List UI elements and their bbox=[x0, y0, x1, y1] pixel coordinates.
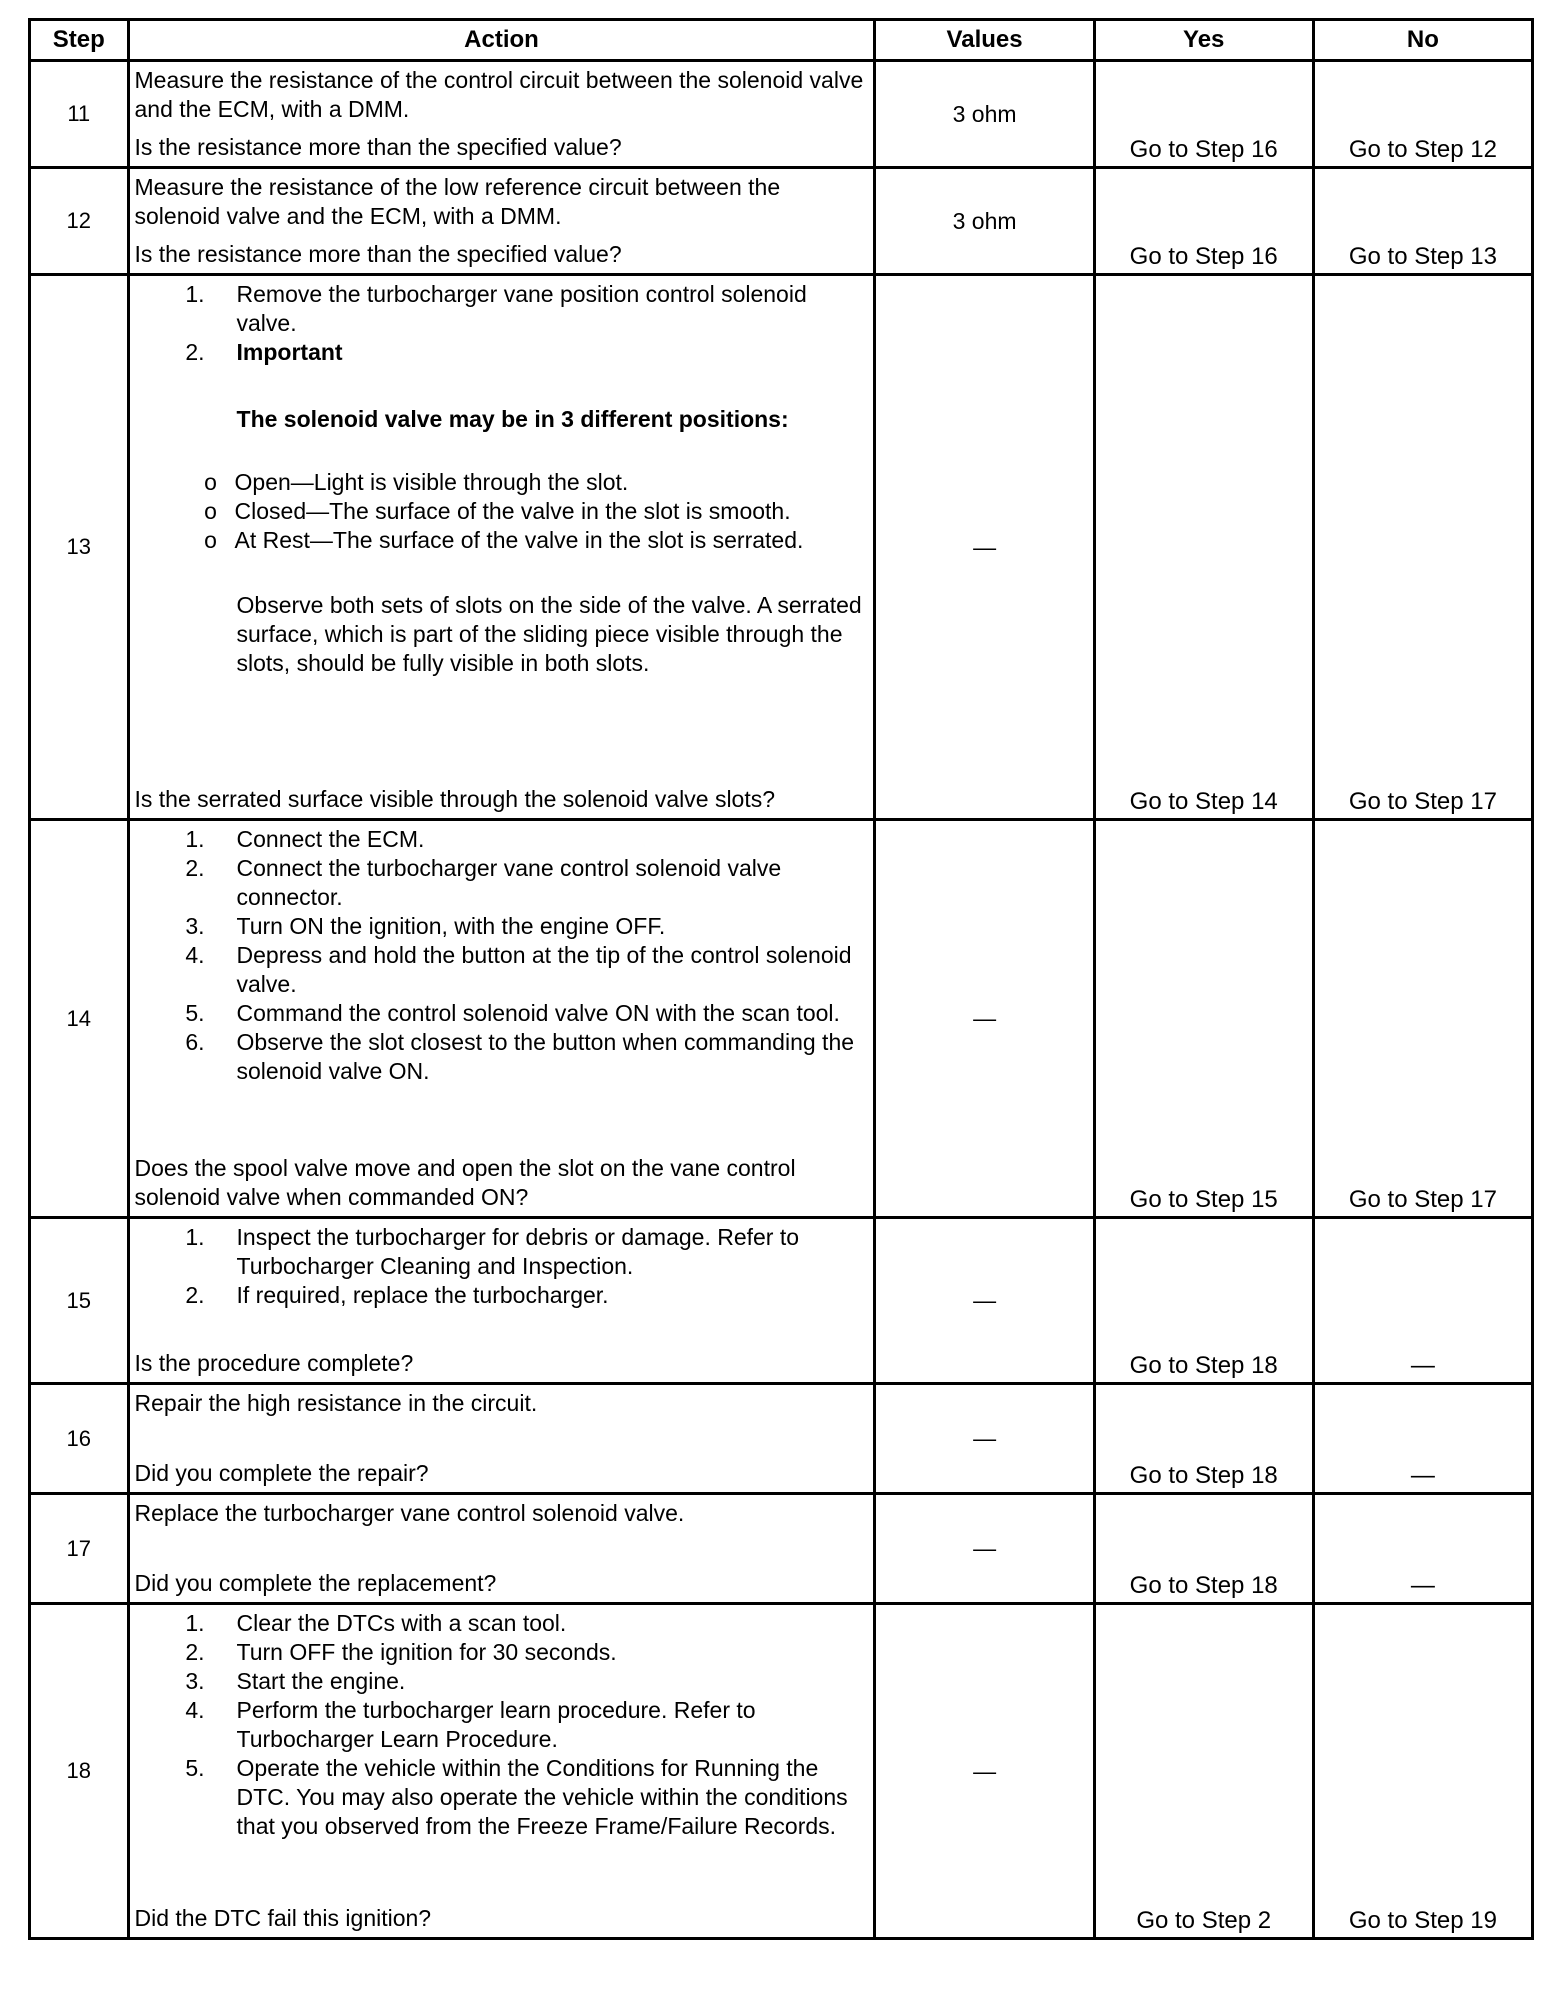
values-cell: — bbox=[875, 820, 1094, 1218]
table-row-step-15 bbox=[30, 1218, 1533, 1384]
action-question: Did the DTC fail this ignition? bbox=[134, 1905, 432, 1931]
values-cell: — bbox=[875, 1494, 1094, 1604]
action-cell bbox=[128, 1218, 875, 1384]
list-item: o Closed—The surface of the valve in the slot is smooth. bbox=[135, 497, 868, 526]
yes-cell: Go to Step 18 bbox=[1094, 1384, 1313, 1494]
action-question: Is the resistance more than the specified value? bbox=[134, 134, 622, 160]
no-cell: Go to Step 17 bbox=[1313, 820, 1532, 1218]
list-item: 3. Start the engine. bbox=[185, 1668, 406, 1694]
list-item: 5. Operate the vehicle within the Conditions for Running the DTC. You may also operate the vehicle within the conditions that you observed from the Freeze Frame/Failure Records. bbox=[185, 1755, 848, 1839]
yes-cell: Go to Step 15 bbox=[1094, 820, 1313, 1218]
list-item: 3. Turn ON the ignition, with the engine OFF. bbox=[185, 913, 666, 939]
no-cell: — bbox=[1313, 1384, 1532, 1494]
yes-cell: Go to Step 18 bbox=[1094, 1218, 1313, 1384]
list-item: 2. Important The solenoid valve may be in 3 different positions: o Open—Light is visible through the slot. o Closed—The surface of the valve in the slot is smooth. o At Rest—The surface of the valve in the slot is serrated. Observe both sets of slots on the side of the valve. A serrated surface, which is part of the sliding piece visible through the slots, should be fully visible in both slots. bbox=[135, 338, 868, 678]
no-cell: Go to Step 19 bbox=[1313, 1604, 1532, 1939]
diagnostic-table-page bbox=[28, 18, 1534, 1940]
table-row-step-17 bbox=[30, 1494, 1533, 1604]
positions-list bbox=[135, 468, 868, 555]
action-text: Replace the turbocharger vane control solenoid valve. bbox=[134, 1500, 685, 1526]
header-step: Step bbox=[30, 20, 129, 61]
action-cell bbox=[128, 275, 875, 820]
important-heading: The solenoid valve may be in 3 different positions: bbox=[236, 406, 789, 432]
list-item: 2. Turn OFF the ignition for 30 seconds. bbox=[185, 1639, 617, 1665]
step-number: 16 bbox=[30, 1384, 129, 1494]
list-item: 6. Observe the slot closest to the button when commanding the solenoid valve ON. bbox=[185, 1029, 855, 1084]
yes-cell: Go to Step 16 bbox=[1094, 168, 1313, 275]
action-text: Repair the high resistance in the circuit. bbox=[134, 1390, 538, 1416]
step-number: 12 bbox=[30, 168, 129, 275]
action-question: Is the procedure complete? bbox=[134, 1350, 414, 1376]
header-row bbox=[30, 20, 1533, 61]
no-cell: — bbox=[1313, 1494, 1532, 1604]
list-item: 4. Perform the turbocharger learn procedure. Refer to Turbocharger Learn Procedure. bbox=[185, 1697, 756, 1752]
action-cell bbox=[128, 820, 875, 1218]
header-action: Action bbox=[128, 20, 875, 61]
yes-cell: Go to Step 14 bbox=[1094, 275, 1313, 820]
numbered-list bbox=[135, 1609, 868, 1841]
table-row-step-12 bbox=[30, 168, 1533, 275]
yes-cell: Go to Step 2 bbox=[1094, 1604, 1313, 1939]
table-row-step-18 bbox=[30, 1604, 1533, 1939]
list-item: 2. Connect the turbocharger vane control solenoid valve connector. bbox=[185, 855, 782, 910]
list-item: 2. If required, replace the turbocharger. bbox=[185, 1282, 609, 1308]
step-number: 18 bbox=[30, 1604, 129, 1939]
values-cell: 3 ohm bbox=[875, 168, 1094, 275]
list-item: 1. Remove the turbocharger vane position control solenoid valve. bbox=[185, 281, 807, 336]
no-cell: Go to Step 12 bbox=[1313, 61, 1532, 168]
step-number: 11 bbox=[30, 61, 129, 168]
step-number: 17 bbox=[30, 1494, 129, 1604]
action-question: Does the spool valve move and open the slot on the vane control solenoid valve when commanded ON? bbox=[134, 1155, 796, 1210]
step-number: 14 bbox=[30, 820, 129, 1218]
values-cell: — bbox=[875, 1384, 1094, 1494]
action-question: Is the serrated surface visible through the solenoid valve slots? bbox=[134, 786, 776, 812]
values-cell: 3 ohm bbox=[875, 61, 1094, 168]
table-row-step-14 bbox=[30, 820, 1533, 1218]
step-number: 15 bbox=[30, 1218, 129, 1384]
action-cell bbox=[128, 61, 875, 168]
action-cell bbox=[128, 1384, 875, 1494]
header-no: No bbox=[1313, 20, 1532, 61]
action-cell bbox=[128, 168, 875, 275]
values-cell: — bbox=[875, 1604, 1094, 1939]
bullet-icon: o bbox=[204, 527, 217, 553]
no-cell: — bbox=[1313, 1218, 1532, 1384]
yes-cell: Go to Step 16 bbox=[1094, 61, 1313, 168]
yes-cell: Go to Step 18 bbox=[1094, 1494, 1313, 1604]
list-item: o Open—Light is visible through the slot. bbox=[135, 468, 868, 497]
header-values: Values bbox=[875, 20, 1094, 61]
action-cell bbox=[128, 1494, 875, 1604]
values-cell: — bbox=[875, 275, 1094, 820]
values-cell: — bbox=[875, 1218, 1094, 1384]
no-cell: Go to Step 17 bbox=[1313, 275, 1532, 820]
header-yes: Yes bbox=[1094, 20, 1313, 61]
no-cell: Go to Step 13 bbox=[1313, 168, 1532, 275]
bullet-icon: o bbox=[204, 469, 217, 495]
diagnostic-steps-table bbox=[28, 18, 1534, 1940]
numbered-list bbox=[135, 280, 868, 678]
list-item: 1. Clear the DTCs with a scan tool. bbox=[185, 1610, 567, 1636]
action-question: Did you complete the replacement? bbox=[134, 1570, 497, 1596]
important-label: Important bbox=[236, 339, 343, 365]
action-text: Measure the resistance of the control circuit between the solenoid valve and the ECM, with a DMM. bbox=[134, 67, 864, 122]
action-text: Measure the resistance of the low reference circuit between the solenoid valve and the ECM, with a DMM. bbox=[134, 174, 781, 229]
list-item: o At Rest—The surface of the valve in the slot is serrated. bbox=[135, 526, 868, 555]
numbered-list bbox=[135, 825, 868, 1086]
table-row-step-11 bbox=[30, 61, 1533, 168]
list-item: 4. Depress and hold the button at the tip of the control solenoid valve. bbox=[185, 942, 852, 997]
table-row-step-16 bbox=[30, 1384, 1533, 1494]
bullet-icon: o bbox=[204, 498, 217, 524]
list-item: 1. Connect the ECM. bbox=[185, 826, 425, 852]
list-item: 5. Command the control solenoid valve ON with the scan tool. bbox=[185, 1000, 840, 1026]
action-question: Is the resistance more than the specified value? bbox=[134, 241, 622, 267]
action-note: Observe both sets of slots on the side of the valve. A serrated surface, which is part of the sliding piece visible through the slots, should be fully visible in both slots. bbox=[236, 592, 862, 676]
list-item: 1. Inspect the turbocharger for debris or damage. Refer to Turbocharger Cleaning and Inspection. bbox=[185, 1224, 800, 1279]
numbered-list bbox=[135, 1223, 868, 1310]
step-number: 13 bbox=[30, 275, 129, 820]
table-row-step-13 bbox=[30, 275, 1533, 820]
action-question: Did you complete the repair? bbox=[134, 1460, 429, 1486]
action-cell bbox=[128, 1604, 875, 1939]
